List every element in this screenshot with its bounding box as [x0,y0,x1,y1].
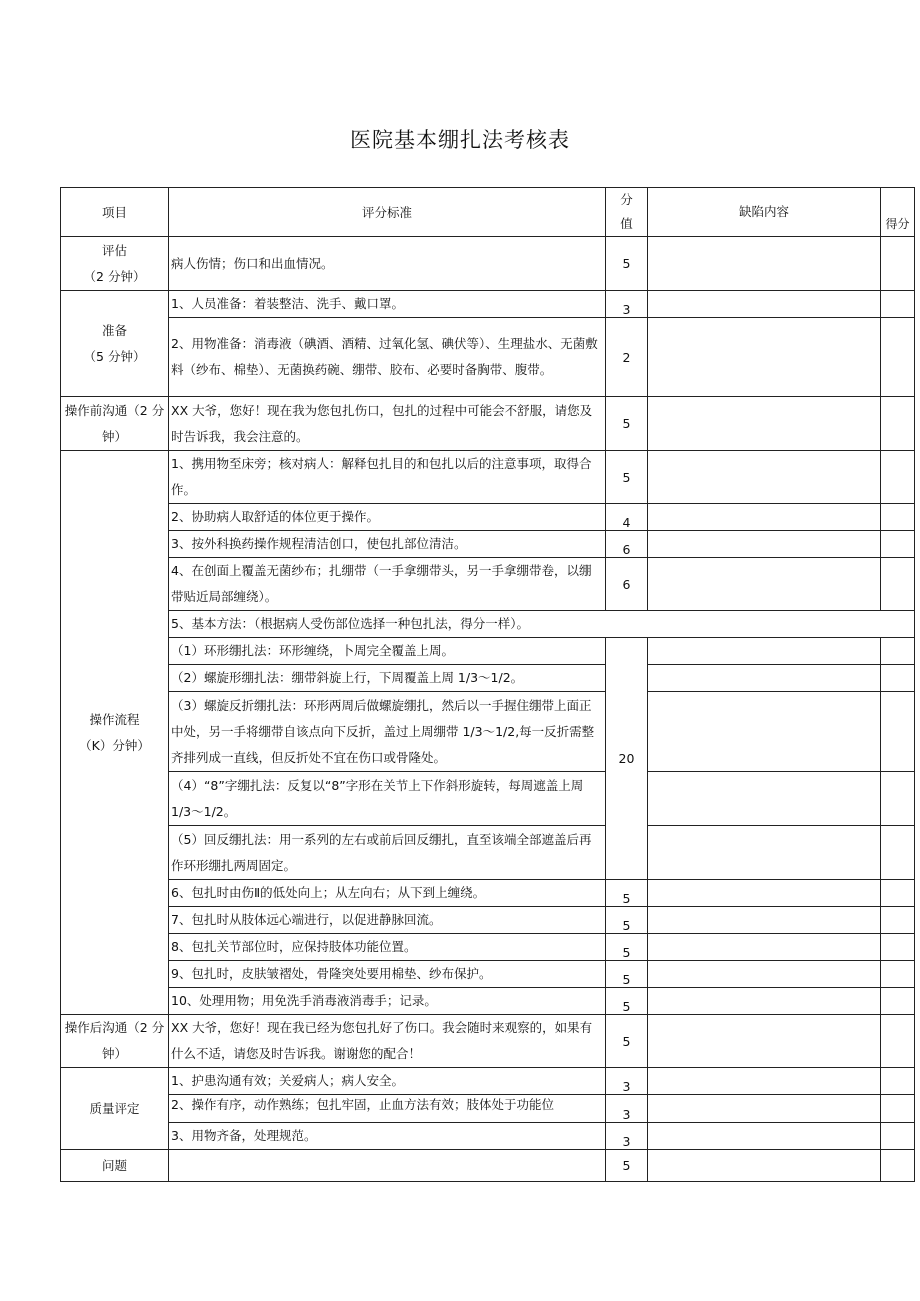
points-value: 4 [606,504,648,531]
criteria-text: 7、包扎时从肢体远心端进行，以促进静脉回流。 [169,907,606,934]
criteria-text: 9、包扎时，皮肤皱褶处，骨隆突处要用棉垫、纱布保护。 [169,961,606,988]
score-cell[interactable] [881,291,915,318]
criteria-text: 3、按外科换药操作规程清洁创口，使包扎部位清洁。 [169,531,606,558]
points-value: 5 [606,451,648,504]
table-row [61,934,915,961]
score-cell[interactable] [881,665,915,692]
header-defects: 缺陷内容 [648,188,881,237]
table-header-row [61,188,915,237]
defects-cell[interactable] [648,934,881,961]
defects-cell[interactable] [648,531,881,558]
method-text: （3）螺旋反折绷扎法：环形两周后做螺旋绷扎，然后以一手握住绷带上面正中处，另一手将绷带自该点向下反折，盖过上周绷带 1/3～1/2,每一反折需整齐排列成一直线，但反折处不宜在伤口或骨隆处。 [169,692,606,772]
criteria-text: 3、用物齐备，处理规范。 [169,1123,606,1150]
score-cell[interactable] [881,504,915,531]
score-cell[interactable] [881,772,915,826]
table-row [61,692,915,772]
points-value: 5 [606,1015,648,1068]
defects-cell[interactable] [648,291,881,318]
points-value: 3 [606,1123,648,1150]
criteria-text: 2、协助病人取舒适的体位更于操作。 [169,504,606,531]
score-cell[interactable] [881,1095,915,1123]
table-row [61,907,915,934]
method-text: （4）“8”字绷扎法：反复以“8”字形在关节上下作斜形旋转，每周遮盖上周 1/3～1/2。 [169,772,606,826]
section-name: 准备 [101,322,127,338]
methods-points-value: 20 [606,638,648,880]
points-value: 5 [606,237,648,291]
score-cell[interactable] [881,558,915,611]
score-cell[interactable] [881,397,915,451]
points-value: 6 [606,558,648,611]
defects-cell[interactable] [648,1015,881,1068]
criteria-text: XX 大爷，您好！现在我已经为您包扎好了伤口。我会随时来观察的，如果有什么不适，请您及时告诉我。谢谢您的配合！ [169,1015,606,1068]
defects-cell[interactable] [648,237,881,291]
header-item: 项目 [61,188,169,237]
score-cell[interactable] [881,451,915,504]
section-quality: 质量评定 [61,1068,169,1150]
assessment-table [60,187,915,1182]
score-cell[interactable] [881,907,915,934]
criteria-empty [169,1150,606,1182]
criteria-text: 5、基本方法：（根据病人受伤部位选择一种包扎法，得分一样）。 [169,611,915,638]
criteria-text: 4、在创面上覆盖无菌纱布；扎绷带（一手拿绷带头，另一手拿绷带卷，以绷带贴近局部缠绕）。 [169,558,606,611]
table-row [61,772,915,826]
table-row [61,318,915,397]
section-postcomm: 操作后沟通（2 分钟） [61,1015,169,1068]
table-row [61,988,915,1015]
table-row [61,558,915,611]
defects-cell[interactable] [648,988,881,1015]
table-row [61,504,915,531]
table-row [61,638,915,665]
defects-cell[interactable] [648,665,881,692]
points-value: 2 [606,318,648,397]
defects-cell[interactable] [648,880,881,907]
score-cell[interactable] [881,826,915,880]
section-name: 评估 [101,242,127,258]
section-time: （2 分钟） [83,268,146,284]
defects-cell[interactable] [648,907,881,934]
table-row [61,1068,915,1095]
table-row [61,1150,915,1182]
points-value: 5 [606,934,648,961]
table-row [61,531,915,558]
section-time: （K）分钟） [79,737,150,753]
criteria-text: 1、人员准备：着装整洁、洗手、戴口罩。 [169,291,606,318]
criteria-text: 1、携用物至床旁；核对病人：解释包扎目的和包扎以后的注意事项，取得合作。 [169,451,606,504]
score-cell[interactable] [881,318,915,397]
score-cell[interactable] [881,1150,915,1182]
defects-cell[interactable] [648,772,881,826]
defects-cell[interactable] [648,1150,881,1182]
method-text: （5）回反绷扎法：用一系列的左右或前后回反绷扎，直至该端全部遮盖后再作环形绷扎两周固定。 [169,826,606,880]
defects-cell[interactable] [648,1068,881,1095]
table-row [61,1095,915,1123]
criteria-text: 6、包扎时由伤Ⅱ的低处向上；从左向右；从下到上缠绕。 [169,880,606,907]
method-text: （1）环形绷扎法：环形缠绕，卜周完全覆盖上周。 [169,638,606,665]
criteria-text: 2、操作有序，动作熟练；包扎牢固，止血方法有效；肢体处于功能位 [169,1095,606,1123]
section-prep [61,291,169,397]
criteria-text: 2、用物准备：消毒液（碘酒、酒精、过氧化氢、碘伏等）、生理盐水、无菌敷料（纱布、棉垫）、无菌换药碗、绷带、胶布、必要时备胸带、腹带。 [169,318,606,397]
score-cell[interactable] [881,934,915,961]
score-cell[interactable] [881,1068,915,1095]
score-cell[interactable] [881,988,915,1015]
table-row [61,397,915,451]
score-cell[interactable] [881,880,915,907]
score-cell[interactable] [881,1015,915,1068]
score-cell[interactable] [881,1123,915,1150]
table-row [61,961,915,988]
table-row [61,1015,915,1068]
section-process [61,451,169,1015]
points-value: 5 [606,988,648,1015]
header-criteria: 评分标准 [169,188,606,237]
table-row [61,826,915,880]
defects-cell[interactable] [648,397,881,451]
points-value: 3 [606,1068,648,1095]
section-assess [61,237,169,291]
table-row [61,880,915,907]
points-value: 3 [606,291,648,318]
criteria-text: 10、处理用物；用免洗手消毒液消毒手；记录。 [169,988,606,1015]
defects-cell[interactable] [648,318,881,397]
defects-cell[interactable] [648,1095,881,1123]
criteria-text: 1、护患沟通有效；关爱病人；病人安全。 [169,1068,606,1095]
table-row [61,451,915,504]
score-cell[interactable] [881,237,915,291]
method-text: （2）螺旋形绷扎法：绷带斜旋上行，下周覆盖上周 1/3～1/2。 [169,665,606,692]
points-value: 3 [606,1095,648,1123]
criteria-text: 8、包扎关节部位时，应保持肢体功能位置。 [169,934,606,961]
criteria-text: 病人伤情；伤口和出血情况。 [169,237,606,291]
section-question: 问题 [61,1150,169,1182]
points-value: 6 [606,531,648,558]
defects-cell[interactable] [648,692,881,772]
criteria-text: XX 大爷，您好！现在我为您包扎伤口，包扎的过程中可能会不舒服，请您及时告诉我，我会注意的。 [169,397,606,451]
score-cell[interactable] [881,961,915,988]
score-cell[interactable] [881,638,915,665]
defects-cell[interactable] [648,451,881,504]
points-value: 5 [606,1150,648,1182]
defects-cell[interactable] [648,1123,881,1150]
defects-cell[interactable] [648,558,881,611]
points-value: 5 [606,397,648,451]
points-value: 5 [606,880,648,907]
defects-cell[interactable] [648,826,881,880]
score-cell[interactable] [881,531,915,558]
table-row [61,291,915,318]
table-row [61,1123,915,1150]
score-cell[interactable] [881,692,915,772]
table-row [61,237,915,291]
header-score: 得分 [881,188,915,237]
table-row [61,665,915,692]
page-title: 医院基本绷扎法考核表 [350,128,570,152]
section-precomm: 操作前沟通（2 分钟） [61,397,169,451]
defects-cell[interactable] [648,961,881,988]
points-value: 5 [606,907,648,934]
section-time: （5 分钟） [83,348,146,364]
defects-cell[interactable] [648,638,881,665]
section-name: 操作流程 [89,711,140,727]
points-value: 5 [606,961,648,988]
header-points: 分值 [606,188,648,237]
table-row [61,611,915,638]
defects-cell[interactable] [648,504,881,531]
